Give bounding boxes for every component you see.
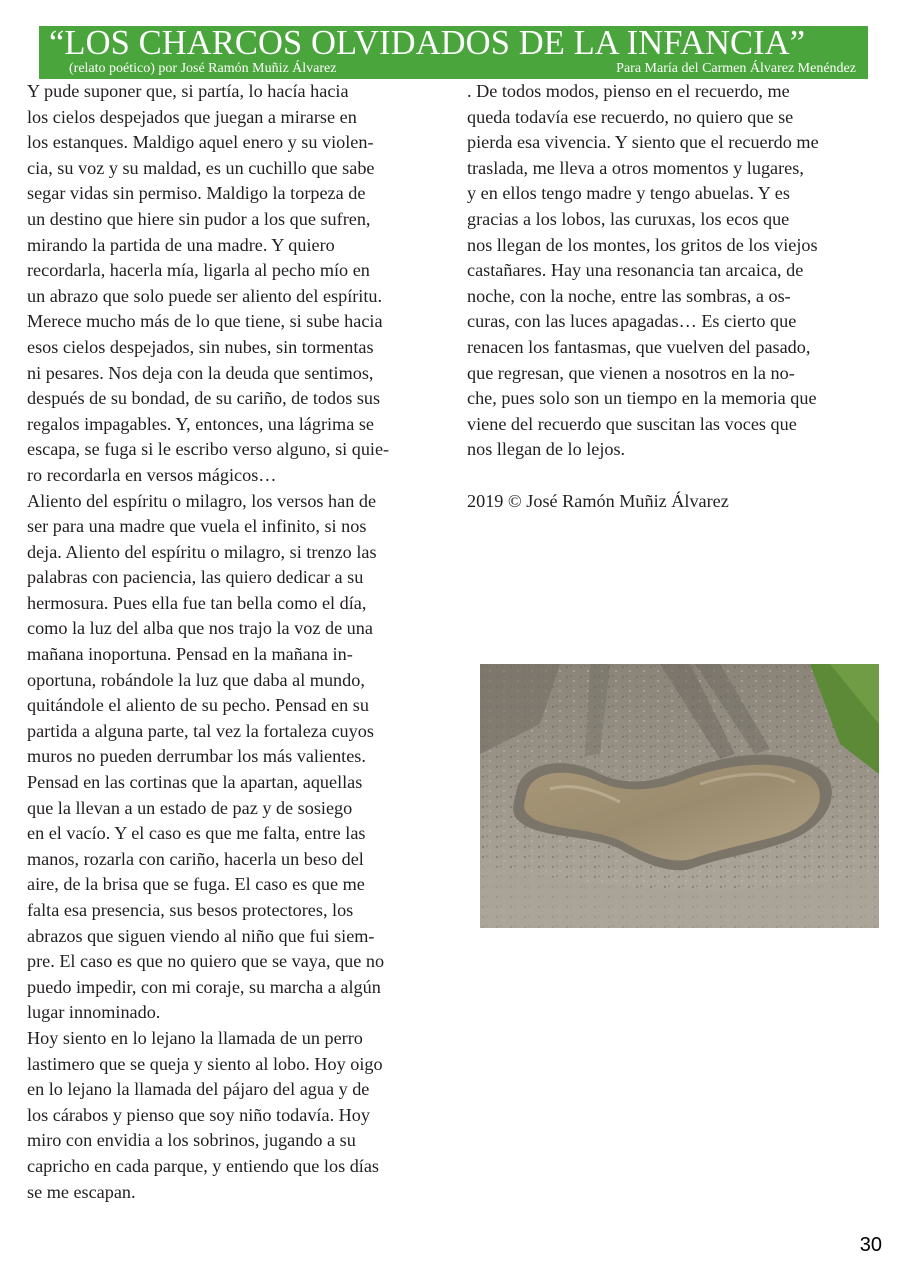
text-line: mañana inoportuna. Pensad en la mañana in-: [27, 644, 353, 665]
text-line: Aliento del espíritu o milagro, los versos han de: [27, 490, 377, 511]
text-line: Pensad en las cortinas que la apartan, aquellas: [27, 772, 363, 793]
text-line: ser para una madre que vuela el infinito, si nos: [27, 516, 367, 537]
text-line: Y pude suponer que, si partía, lo hacía hacia: [27, 81, 349, 101]
text-line: que regresan, que vienen a nosotros en la no-: [467, 362, 795, 383]
text-line: pierda esa vivencia. Y siento que el recuerdo me: [467, 132, 819, 153]
text-line: renacen los fantasmas, que vuelven del pasado,: [467, 336, 811, 357]
text-line: después de su bondad, de su cariño, de todos sus: [27, 388, 381, 409]
text-line: viene del recuerdo que suscitan las voces que: [467, 413, 797, 434]
text-line: los estanques. Maldigo aquel enero y su violen-: [27, 132, 374, 153]
right-text-column: [467, 79, 887, 514]
text-line: hermosura. Pues ella fue tan bella como el día,: [27, 592, 367, 613]
text-line: manos, rozarla con cariño, hacerla un beso del: [27, 848, 364, 869]
text-line: deja. Aliento del espíritu o milagro, si trenzo las: [27, 541, 377, 562]
text-line: castañares. Hay una resonancia tan arcaica, de: [467, 260, 804, 281]
text-line: regalos impagables. Y, entonces, una lágrima se: [27, 413, 374, 434]
text-line: se me escapan.: [27, 1181, 136, 1202]
right-column-lines: [467, 79, 887, 463]
text-line: como la luz del alba que nos trajo la voz de una: [27, 618, 373, 639]
text-line: capricho en cada parque, y entiendo que los días: [27, 1155, 379, 1176]
text-line: quitándole el aliento de su pecho. Pensad en su: [27, 695, 369, 716]
text-line: los cárabos y pienso que soy niño todavía. Hoy: [27, 1104, 370, 1125]
text-line: en el vacío. Y el caso es que me falta, entre las: [27, 823, 366, 844]
text-line: muros no pueden derrumbar los más valientes.: [27, 746, 366, 767]
text-line: Hoy siento en lo lejano la llamada de un perro: [27, 1027, 363, 1048]
text-line: Merece mucho más de lo que tiene, si sube hacia: [27, 311, 383, 332]
text-line: noche, con la noche, entre las sombras, a os-: [467, 285, 791, 306]
left-text-column: [27, 79, 447, 1205]
title-banner: [39, 26, 868, 79]
dedication: Para María del Carmen Álvarez Menéndez: [616, 61, 856, 76]
heart-shaped-puddle-photo-icon: [480, 664, 879, 928]
text-line: nos llegan de los montes, los gritos de los viejos: [467, 234, 818, 255]
text-line: miro con envidia a los sobrinos, jugando a su: [27, 1130, 356, 1151]
text-line: queda todavía ese recuerdo, no quiero que se: [467, 106, 794, 127]
text-line: cia, su voz y su maldad, es un cuchillo que sabe: [27, 157, 375, 178]
text-line: nos llegan de lo lejos.: [467, 439, 626, 460]
puddle-photo: [480, 664, 879, 928]
byline: (relato poético) por José Ramón Muñiz Álvarez: [69, 61, 337, 76]
text-line: escapa, se fuga si le escribo verso alguno, si quie-: [27, 439, 390, 460]
text-line: mirando la partida de una madre. Y quiero: [27, 234, 335, 255]
text-line: en lo lejano la llamada del pájaro del agua y de: [27, 1079, 370, 1100]
text-line: partida a alguna parte, tal vez la fortaleza cuyos: [27, 720, 374, 741]
text-line: pre. El caso es que no quiero que se vaya, que no: [27, 951, 385, 972]
text-line: lastimero que se queja y siento al lobo. Hoy oigo: [27, 1053, 383, 1074]
text-line: segar vidas sin permiso. Maldigo la torpeza de: [27, 183, 366, 204]
text-line: puedo impedir, con mi coraje, su marcha a algún: [27, 976, 381, 997]
text-line: palabras con paciencia, las quiero dedicar a su: [27, 567, 364, 588]
text-line: . De todos modos, pienso en el recuerdo, me: [467, 81, 790, 101]
text-line: un abrazo que solo puede ser aliento del espíritu.: [27, 285, 383, 306]
text-line: aire, de la brisa que se fuga. El caso es que me: [27, 874, 365, 895]
text-line: abrazos que siguen viendo al niño que fui siem-: [27, 925, 375, 946]
text-line: falta esa presencia, sus besos protectores, los: [27, 900, 354, 920]
page-number: 30: [859, 1234, 882, 1256]
copyright-line: 2019 © José Ramón Muñiz Álvarez: [467, 490, 729, 511]
text-line: traslada, me lleva a otros momentos y lugares,: [467, 157, 804, 178]
text-line: y en ellos tengo madre y tengo abuelas. Y es: [467, 183, 790, 204]
text-line: che, pues solo son un tiempo en la memoria que: [467, 388, 817, 409]
text-line: los cielos despejados que juegan a mirarse en: [27, 106, 357, 127]
text-line: ro recordarla en versos mágicos…: [27, 464, 277, 485]
text-line: un destino que hiere sin pudor a los que sufren,: [27, 208, 371, 229]
text-line: curas, con las luces apagadas… Es cierto que: [467, 311, 797, 332]
text-line: gracias a los lobos, las curuxas, los ecos que: [467, 208, 790, 229]
text-line: recordarla, hacerla mía, ligarla al pecho mío en: [27, 260, 370, 281]
page-title: “LOS CHARCOS OLVIDADOS DE LA INFANCIA”: [49, 26, 806, 62]
text-line: que la llevan a un estado de paz y de sosiego: [27, 797, 353, 818]
text-line: lugar innominado.: [27, 1002, 161, 1023]
text-line: oportuna, robándole la luz que daba al mundo,: [27, 669, 365, 690]
text-line: ni pesares. Nos deja con la deuda que sentimos,: [27, 362, 374, 383]
text-line: esos cielos despejados, sin nubes, sin tormentas: [27, 336, 374, 357]
